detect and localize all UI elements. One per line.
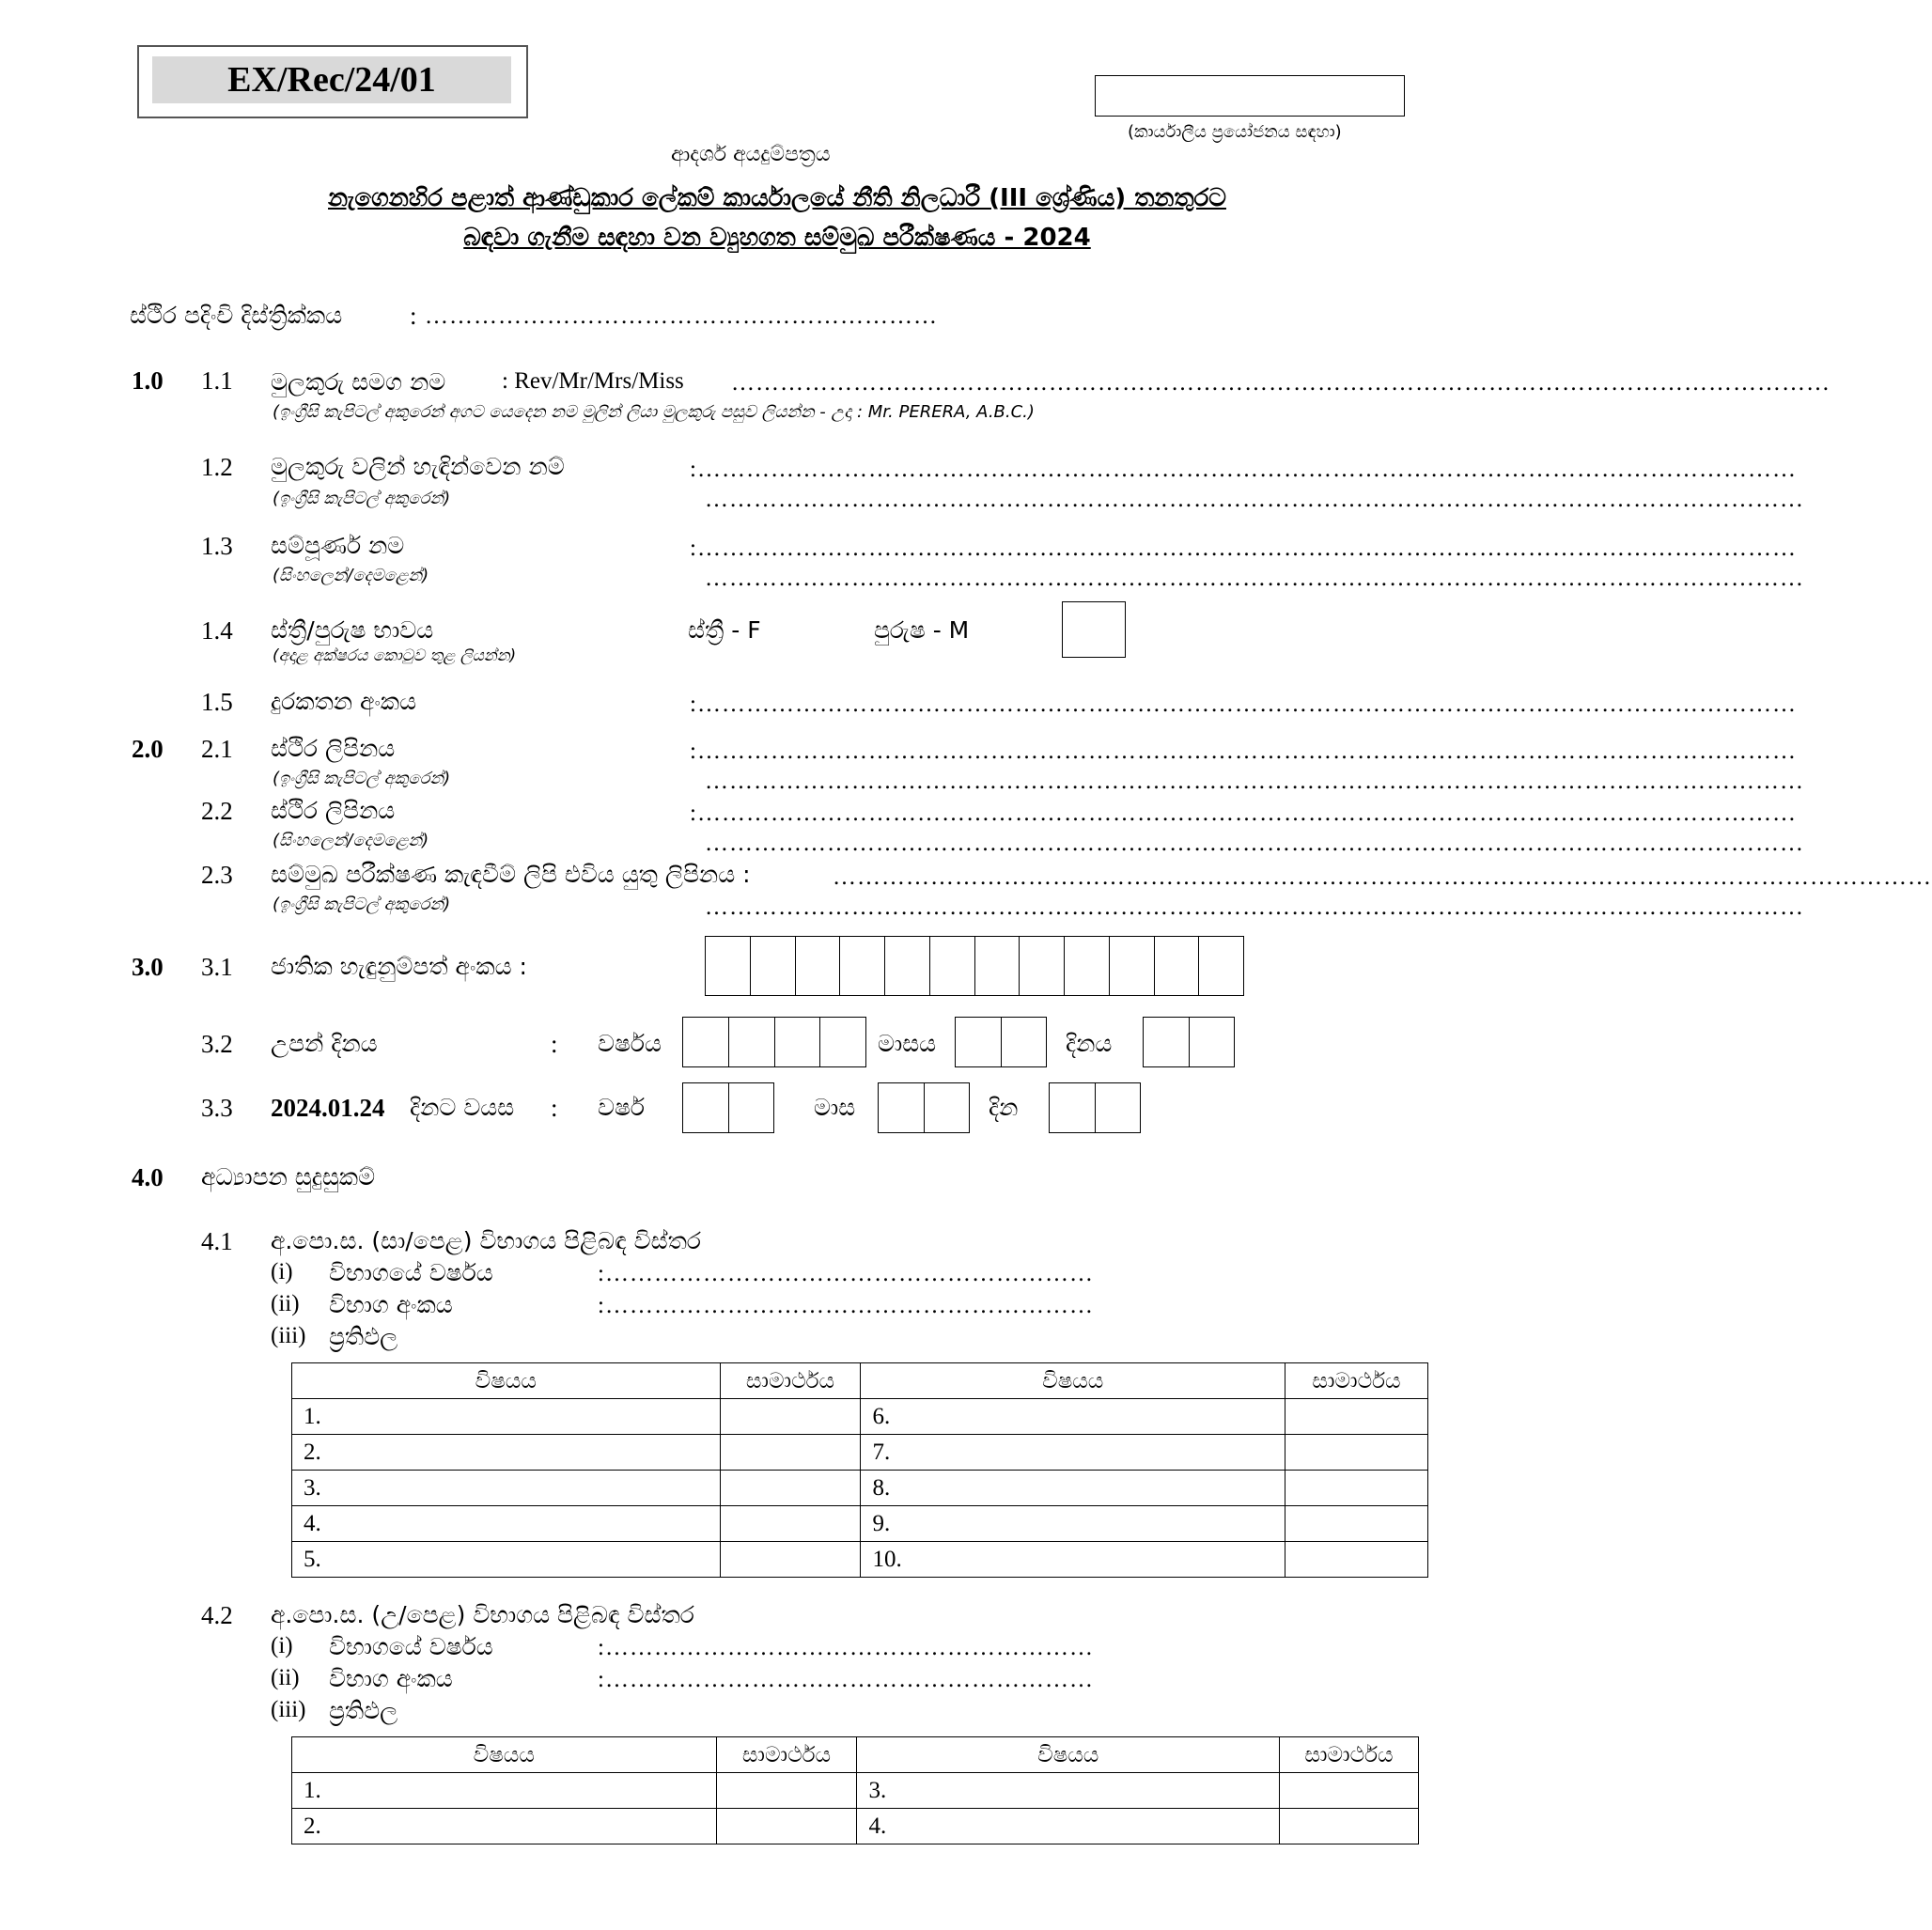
ol-grade-cell[interactable] xyxy=(720,1435,861,1471)
ol-subject-cell[interactable]: 7. xyxy=(861,1435,1285,1471)
q15-label: දුරකතන අංකය xyxy=(271,688,417,715)
table-row xyxy=(292,1471,1428,1506)
q42-results-label: ප්‍රතිඵල xyxy=(329,1697,398,1724)
ol-grade-cell[interactable] xyxy=(720,1506,861,1542)
q14-label: ස්ත්‍රී/පුරුෂ භාවය xyxy=(271,616,434,644)
age-day-boxes[interactable] xyxy=(1049,1082,1141,1133)
q15-number: 1.5 xyxy=(201,688,233,716)
q23-number: 2.3 xyxy=(201,861,233,889)
q41-ii-marker: (ii) xyxy=(271,1291,300,1316)
q12-field-line-2[interactable]: ……………………………………………………………………………………………………………………… xyxy=(705,487,1804,512)
q14-female-option: ස්ත්‍රී - F xyxy=(688,616,761,644)
section-3-number: 3.0 xyxy=(132,953,164,981)
q12-number: 1.2 xyxy=(201,453,233,481)
q21-label: ස්ථිර ලිපිනය xyxy=(271,735,396,762)
ol-grade-cell[interactable] xyxy=(720,1542,861,1578)
ol-subject-cell[interactable]: 2. xyxy=(292,1435,721,1471)
q21-note: (ඉංග්‍රීසි කැපිටල් අකුරෙන්) xyxy=(273,769,451,788)
table-row xyxy=(292,1773,1419,1809)
table-row xyxy=(292,1809,1419,1844)
q15-field[interactable]: :……………………………………………………………………………………………………………………… xyxy=(690,692,1797,717)
q32-number: 3.2 xyxy=(201,1030,233,1058)
q41-index-label: විභාග අංකය xyxy=(329,1291,453,1318)
age-month-boxes[interactable] xyxy=(878,1082,970,1133)
ol-grade-cell[interactable] xyxy=(1285,1399,1428,1435)
al-grade-cell[interactable] xyxy=(1280,1773,1419,1809)
ol-subject-cell[interactable]: 3. xyxy=(292,1471,721,1506)
table-row xyxy=(292,1399,1428,1435)
q33-colon: : xyxy=(551,1094,558,1122)
q31-label: ජාතික හැඳුනුම්පත් අංකය : xyxy=(271,953,527,980)
dob-day-boxes[interactable] xyxy=(1143,1017,1235,1067)
q22-field-line-2[interactable]: ……………………………………………………………………………………………………………………… xyxy=(705,831,1804,856)
section-1-number: 1.0 xyxy=(132,366,164,395)
dob-month-boxes[interactable] xyxy=(955,1017,1047,1067)
ol-subject-cell[interactable]: 10. xyxy=(861,1542,1285,1578)
ol-grade-cell[interactable] xyxy=(1285,1542,1428,1578)
q11-number: 1.1 xyxy=(201,366,233,395)
q13-note: (සිංහලෙන්/දෙමළෙන්) xyxy=(273,566,429,585)
q41-year-field[interactable]: :…………………………………………………… xyxy=(598,1261,1094,1286)
q42-i-marker: (i) xyxy=(271,1633,293,1658)
al-header-grade-1: සාමාර්ථය xyxy=(716,1737,857,1773)
q33-month-label: මාස xyxy=(814,1094,856,1121)
ol-subject-cell[interactable]: 6. xyxy=(861,1399,1285,1435)
q42-year-label: විභාගයේ වර්ෂය xyxy=(329,1633,493,1660)
al-header-grade-2: සාමාර්ථය xyxy=(1280,1737,1419,1773)
section-4-label: අධ්‍යාපන සුදුසුකම් xyxy=(201,1163,376,1191)
district-colon: : xyxy=(410,302,417,330)
q41-number: 4.1 xyxy=(201,1227,233,1255)
al-header-subject-2: විෂයය xyxy=(857,1737,1280,1773)
ol-grade-cell[interactable] xyxy=(720,1399,861,1435)
q42-index-field[interactable]: :…………………………………………………… xyxy=(598,1667,1094,1692)
table-row xyxy=(292,1435,1428,1471)
al-subject-cell[interactable]: 3. xyxy=(857,1773,1280,1809)
reference-code-box xyxy=(137,45,528,118)
section-2-number: 2.0 xyxy=(132,735,164,763)
reference-code: EX/Rec/24/01 xyxy=(152,56,511,103)
district-field[interactable]: ……………………………………………………… xyxy=(425,304,938,329)
al-subject-cell[interactable]: 1. xyxy=(292,1773,717,1809)
ol-grade-cell[interactable] xyxy=(1285,1471,1428,1506)
q41-results-label: ප්‍රතිඵල xyxy=(329,1323,398,1350)
al-subject-cell[interactable]: 4. xyxy=(857,1809,1280,1844)
q42-number: 4.2 xyxy=(201,1601,233,1629)
district-label: ස්ථිර පදිංචි දිස්ත්‍රික්කය xyxy=(130,302,343,329)
ol-subject-cell[interactable]: 5. xyxy=(292,1542,721,1578)
q13-number: 1.3 xyxy=(201,532,233,560)
ol-grade-cell[interactable] xyxy=(1285,1506,1428,1542)
q23-field-line-2[interactable]: ……………………………………………………………………………………………………………………… xyxy=(705,895,1804,920)
q21-number: 2.1 xyxy=(201,735,233,763)
ol-header-grade-2: සාමාර්ථය xyxy=(1285,1363,1428,1399)
al-grade-cell[interactable] xyxy=(716,1809,857,1844)
dob-year-boxes[interactable] xyxy=(682,1017,866,1067)
ol-subject-cell[interactable]: 1. xyxy=(292,1399,721,1435)
q23-field-line-1[interactable]: ……………………………………………………………………………………………………………………… xyxy=(833,864,1932,890)
q14-male-option: පුරුෂ - M xyxy=(874,616,970,644)
q11-note: (ඉංග්‍රීසි කැපිටල් අකුරෙන් අගට යෙදෙන නම මුලින් ලියා මුලකුරු පසුව ලියන්න - උදා : Mr. PERERA, A.B.C.) xyxy=(273,402,1035,422)
section-4-number: 4.0 xyxy=(132,1163,164,1191)
ol-header-subject-2: විෂයය xyxy=(861,1363,1285,1399)
model-application-label: ආදර්ශ අයදුම්පත්‍රය xyxy=(671,143,831,166)
al-subject-cell[interactable]: 2. xyxy=(292,1809,717,1844)
q21-field-line-2[interactable]: ……………………………………………………………………………………………………………………… xyxy=(705,769,1804,794)
q14-number: 1.4 xyxy=(201,616,233,645)
ol-grade-cell[interactable] xyxy=(720,1471,861,1506)
office-use-box[interactable] xyxy=(1095,75,1405,117)
ol-header-grade-1: සාමාර්ථය xyxy=(720,1363,861,1399)
q33-year-label: වර්ෂ xyxy=(598,1094,646,1121)
al-grade-cell[interactable] xyxy=(716,1773,857,1809)
q23-note: (ඉංග්‍රීසි කැපිටල් අකුරෙන්) xyxy=(273,895,451,914)
q33-label: දිනට වයස xyxy=(410,1094,515,1121)
gender-input-box[interactable] xyxy=(1062,601,1126,658)
nic-number-boxes[interactable] xyxy=(705,936,1244,996)
ol-grade-cell[interactable] xyxy=(1285,1435,1428,1471)
q13-label: සම්පූර්ණ නම xyxy=(271,532,405,559)
q32-colon: : xyxy=(551,1030,558,1058)
q14-note: (අදාළ අක්ෂරය කොටුව තුළ ලියන්න) xyxy=(273,646,517,665)
ol-subject-cell[interactable]: 4. xyxy=(292,1506,721,1542)
q42-index-label: විභාග අංකය xyxy=(329,1665,453,1692)
q33-day-label: දින xyxy=(989,1094,1019,1121)
q23-label: සම්මුඛ පරීක්ෂණ කැඳවීම් ලිපි එවිය යුතු ලිපිනය : xyxy=(271,861,751,888)
q42-iii-marker: (iii) xyxy=(271,1697,306,1722)
al-header-subject-1: විෂයය xyxy=(292,1737,717,1773)
q22-label: ස්ථිර ලිපිනය xyxy=(271,797,396,824)
q11-field[interactable]: ……………………………………………………………………………………………………………………… xyxy=(731,370,1831,396)
q13-field-line-1[interactable]: :……………………………………………………………………………………………………………………… xyxy=(690,536,1797,561)
q32-month-label: මාසය xyxy=(878,1030,937,1057)
title-line-2: බඳවා ගැනීම සඳහා වන ව්‍යුහගත සම්මුඛ පරීක්ෂණය - 2024 xyxy=(463,224,1091,252)
q42-ii-marker: (ii) xyxy=(271,1665,300,1690)
q42-year-field[interactable]: :…………………………………………………… xyxy=(598,1635,1094,1660)
al-results-table xyxy=(291,1736,1419,1844)
q11-label: මුලකුරු සමග නම xyxy=(271,368,446,396)
q41-label: අ.පො.ස. (සා/පෙළ) විභාගය පිළිබඳ විස්තර xyxy=(271,1227,702,1254)
ol-header-subject-1: විෂයය xyxy=(292,1363,721,1399)
q33-date: 2024.01.24 xyxy=(271,1094,385,1122)
q33-number: 3.3 xyxy=(201,1094,233,1122)
title-line-1: නැගෙනහිර පළාත් ආණ්ඩුකාර ලේකම් කාර්යාලයේ නීති නිලධාරී (III ශ්‍රේණිය) තනතුරට xyxy=(328,184,1226,212)
q31-number: 3.1 xyxy=(201,953,233,981)
table-row xyxy=(292,1542,1428,1578)
ol-subject-cell[interactable]: 9. xyxy=(861,1506,1285,1542)
q41-year-label: විභාගයේ වර්ෂය xyxy=(329,1259,493,1286)
q41-index-field[interactable]: :…………………………………………………… xyxy=(598,1293,1094,1318)
q13-field-line-2[interactable]: ……………………………………………………………………………………………………………………… xyxy=(705,566,1804,591)
q12-note: (ඉංග්‍රීසි කැපිටල් අකුරෙන්) xyxy=(273,489,451,508)
table-row xyxy=(292,1506,1428,1542)
ol-results-table xyxy=(291,1362,1428,1578)
q12-field-line-1[interactable]: :……………………………………………………………………………………………………………………… xyxy=(690,457,1797,482)
q41-iii-marker: (iii) xyxy=(271,1323,306,1348)
q22-note: (සිංහලෙන්/දෙමළෙන්) xyxy=(273,831,429,850)
q22-field-line-1[interactable]: :……………………………………………………………………………………………………………………… xyxy=(690,801,1797,826)
al-grade-cell[interactable] xyxy=(1280,1809,1419,1844)
age-year-boxes[interactable] xyxy=(682,1082,774,1133)
ol-subject-cell[interactable]: 8. xyxy=(861,1471,1285,1506)
q32-day-label: දිනය xyxy=(1066,1030,1113,1057)
office-use-label: (කාර්යාලීය ප්‍රයෝජනය සඳහා) xyxy=(1128,122,1342,142)
q21-field-line-1[interactable]: :……………………………………………………………………………………………………………………… xyxy=(690,739,1797,764)
q41-i-marker: (i) xyxy=(271,1259,293,1284)
q42-label: අ.පො.ස. (උ/පෙළ) විභාගය පිළිබඳ විස්තර xyxy=(271,1601,694,1628)
q32-label: උපන් දිනය xyxy=(271,1030,378,1057)
q32-year-label: වර්ෂය xyxy=(598,1030,662,1057)
q12-label: මුලකුරු වලින් හැඳින්වෙන නම් xyxy=(271,453,565,480)
q11-titles: : Rev/Mr/Mrs/Miss xyxy=(502,368,684,394)
q22-number: 2.2 xyxy=(201,797,233,825)
